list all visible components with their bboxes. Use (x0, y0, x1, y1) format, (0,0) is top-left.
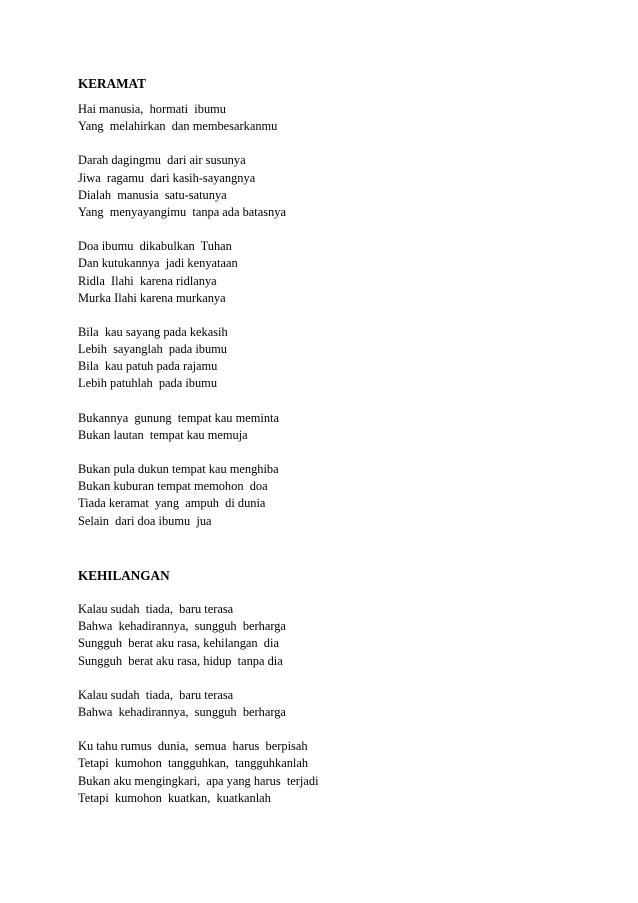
poem-keramat (78, 75, 598, 530)
poem-line: Ridla Ilahi karena ridlanya (78, 273, 217, 288)
poem-line: Yang menyayangimu tanpa ada batasnya (78, 204, 286, 219)
poem-line: Bukan aku mengingkari, apa yang harus terjadi (78, 773, 319, 788)
poem-line: Sungguh berat aku rasa, kehilangan dia (78, 636, 279, 651)
stanza (78, 101, 598, 135)
poem-line: Ku tahu rumus dunia, semua harus berpisah (78, 739, 308, 754)
poem-line: Hai manusia, hormati ibumu (78, 102, 226, 116)
poem-line: Dialah manusia satu-satunya (78, 187, 227, 202)
stanza (78, 601, 598, 670)
poem-line: Sungguh berat aku rasa, hidup tanpa dia (78, 653, 283, 668)
poem-line: Bila kau sayang pada kekasih (78, 324, 228, 339)
poem-line: Bukan kuburan tempat memohon doa (78, 479, 268, 494)
poem-line: Selain dari doa ibumu jua (78, 513, 212, 528)
poem-line: Tiada keramat yang ampuh di dunia (78, 496, 266, 511)
poem-line: Lebih patuhlah pada ibumu (78, 376, 218, 391)
poem-title: KEHILANGAN (78, 568, 170, 583)
poem-line: Kalau sudah tiada, baru terasa (78, 602, 234, 616)
poem-line: Doa ibumu dikabulkan Tuhan (78, 239, 232, 254)
poem-line: Bila kau patuh pada rajamu (78, 359, 218, 374)
poem-line: Lebih sayanglah pada ibumu (78, 342, 227, 357)
stanza (78, 238, 598, 307)
stanza (78, 410, 598, 444)
stanza (78, 324, 598, 393)
poem-line: Bahwa kehadirannya, sungguh berharga (78, 704, 286, 719)
stanza (78, 687, 598, 721)
poem-line: Kalau sudah tiada, baru terasa (78, 687, 234, 702)
poem-line: Bukannya gunung tempat kau meminta (78, 410, 279, 425)
poem-line: Bukan pula dukun tempat kau menghiba (78, 462, 279, 476)
poem-line: Dan kutukannya jadi kenyataan (78, 256, 238, 271)
stanza (78, 152, 598, 221)
poem-line: Tetapi kumohon tangguhkan, tangguhkanlah (78, 756, 309, 771)
poem-line: Darah dagingmu dari air susunya (78, 153, 246, 168)
poem-line: Bukan lautan tempat kau memuja (78, 427, 248, 442)
poem-title: KERAMAT (78, 76, 146, 91)
poem-line: Bahwa kehadirannya, sungguh berharga (78, 619, 286, 634)
poem-line: Murka Ilahi karena murkanya (78, 290, 226, 305)
poem-kehilangan (78, 567, 598, 807)
poem-line: Tetapi kumohon kuatkan, kuatkanlah (78, 790, 271, 805)
stanza (78, 738, 598, 807)
poem-line: Yang melahirkan dan membesarkanmu (78, 119, 278, 134)
poem-line: Jiwa ragamu dari kasih-sayangnya (78, 170, 256, 185)
stanza (78, 461, 598, 530)
